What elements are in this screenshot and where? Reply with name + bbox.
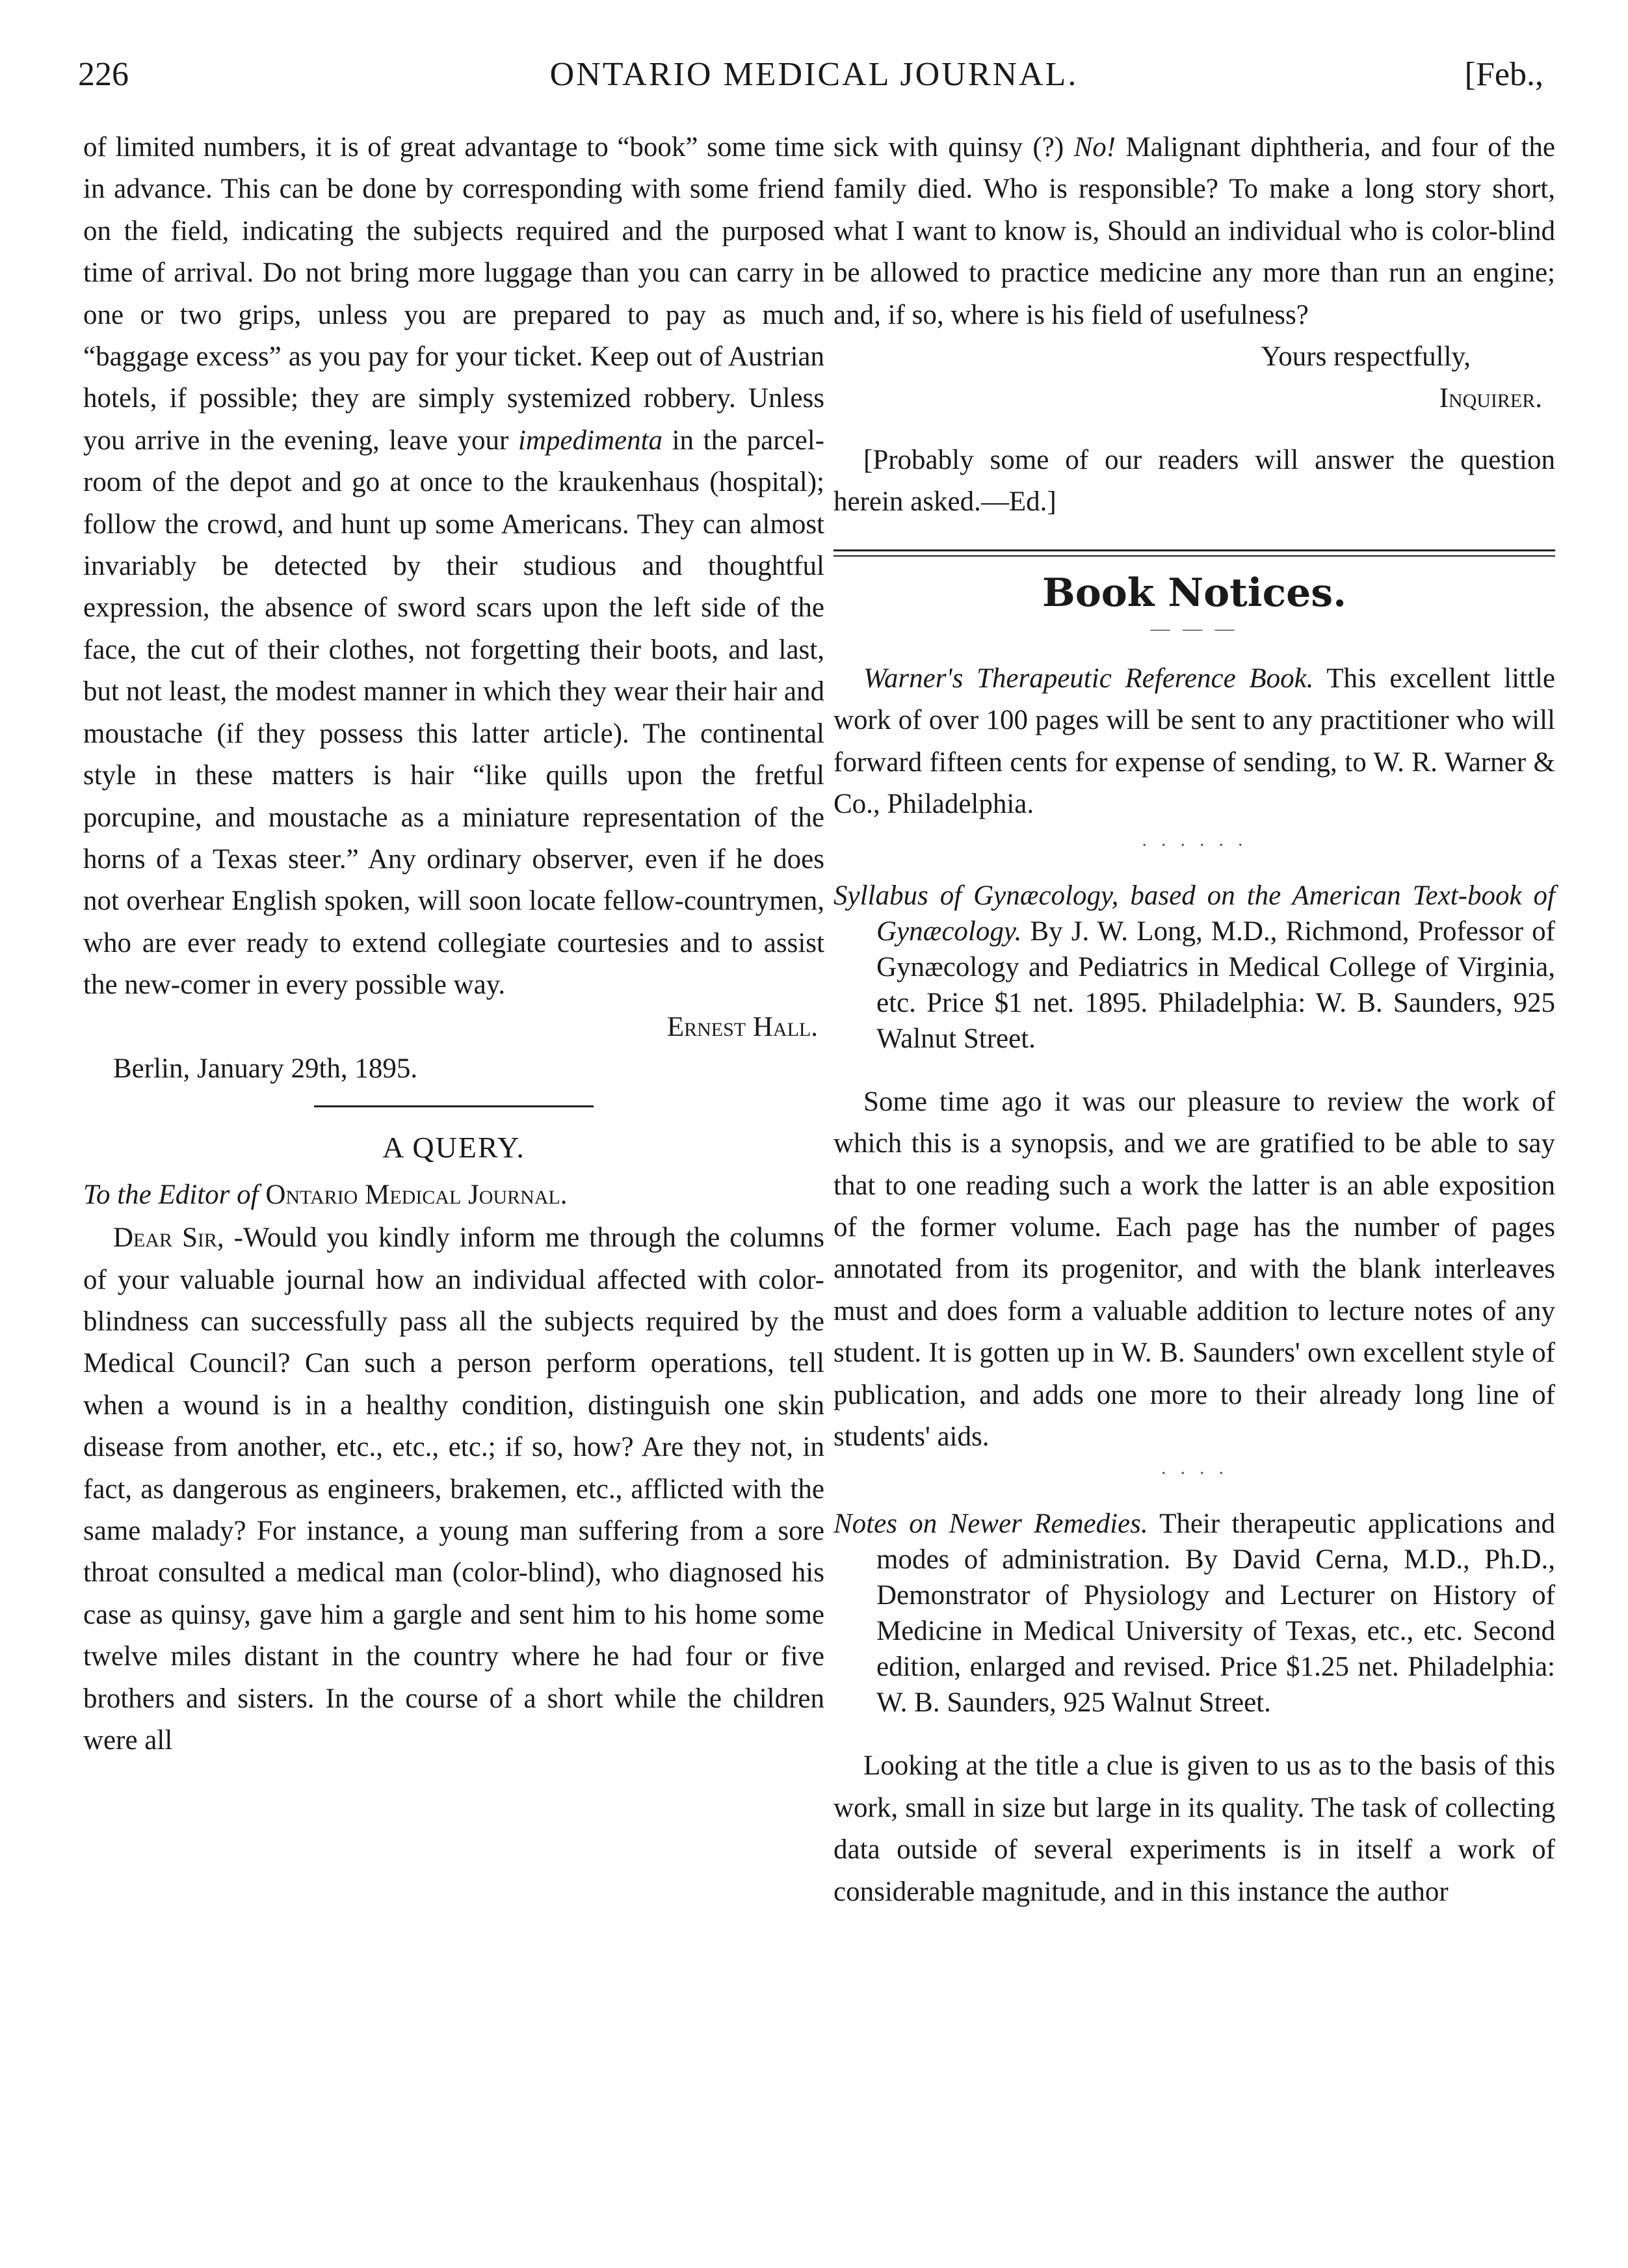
italic-term: impedimenta — [518, 425, 663, 456]
issue-month: [Feb., — [1464, 56, 1543, 93]
book-notice-1: Warner's Therapeutic Reference Book. This excellent little work of over 100 pages will be sent to any practitioner who will forward fifteen cents for expense of sending, to W. R. Warner & Co., Philadelphia. — [834, 663, 1555, 820]
article-signature: Ernest Hall. — [666, 1011, 818, 1042]
article-dateline: Berlin, January 29th, 1895. — [113, 1053, 418, 1084]
journal-title: ONTARIO MEDICAL JOURNAL. — [549, 56, 1079, 93]
letter-continuation: sick with quinsy (?) No! Malignant diphtheria, and four of the family died. Who is responsible? To make a long story short, what I want to know is, Should an individual who is color-blind be allowed to practice medicine any more than run an engine; and, if so, where is his field of usefulness? — [834, 132, 1555, 330]
letter-signature: Inquirer. — [1439, 383, 1542, 414]
letter-body: Dear Sir, -Would you kindly inform me through the columns of your valuable journal how an individual affected with color-blindness can successfully pass all the subjects required by the Medical Council? Can such a person perform operations, tell when a wound is in a healthy condition, distinguish one skin disease from another, etc., etc., etc.; if so, how? Are they not, in fact, as dangerous as engineers, brakemen, etc., afflicted with the same malady? For instance, a young man suffering from a sore throat consulted a medical man (color-blind), who diagnosed his case as quinsy, gave him a gargle and sent him to his home some twelve miles distant in the country where he had four or five brothers and sisters. In the course of a short while the children were all — [83, 1222, 824, 1756]
salutation: Dear Sir, — [113, 1222, 224, 1254]
book-notice-2: Syllabus of Gynæcology, based on the American Text-book of Gynæcology. By J. W. Long, M.D., Richmond, Professor of Gynæcology and Pediatrics in Medical College of Virginia, etc. Price $1 net. 1895. Philadelphia: W. B. Saunders, 925 Walnut Street. — [834, 880, 1555, 1054]
left-column — [83, 127, 824, 1761]
letter-closing: Yours respectfully, — [1261, 341, 1471, 373]
dot-separator-2: · · · · — [1160, 1462, 1229, 1484]
book-notices-title: Book Notices. — [1042, 570, 1346, 616]
editor-note: [Probably some of our readers will answer the question herein asked.—Ed.] — [834, 444, 1555, 518]
dash-separator: — — — — [1150, 618, 1239, 640]
article-continuation: of limited numbers, it is of great advantage to “book” some time in advance. This can be done by corresponding with some friend on the field, indicating the subjects required and the purposed time of arrival. Do not bring more luggage than you can carry in one or two grips, unless you are prepared to pay as much “baggage excess” as you pay for your ticket. Keep out of Austrian hotels, if possible; they are simply systemized robbery. Unless you arrive in the evening, leave your impedimenta in the parcel-room of the depot and go at once to the kraukenhaus (hospital); follow the crowd, and hunt up some Americans. They can almost invariably be detected by their studious and thoughtful expression, the absence of sword scars upon the left side of the face, the cut of their clothes, not forgetting their boots, and last, but not least, the modest manner in which they wear their hair and moustache (if they possess this latter article). The continental style in these matters is hair “like quills upon the fretful porcupine, and moustache as a miniature representation of the horns of a Texas steer.” Any ordinary observer, even if he does not overhear English spoken, will soon locate fellow-countrymen, who are ever ready to extend collegiate courtesies and to assist the new-comer in every possible way. — [83, 132, 824, 1001]
query-title: A QUERY. — [382, 1131, 525, 1165]
letter-address: To the Editor of Ontario Medical Journal. — [83, 1179, 568, 1210]
book-notice-3: Notes on Newer Remedies. Their therapeutic applications and modes of administration. By David Cerna, M.D., Ph.D., Demonstrator of Physiology and Lecturer on History of Medicine in Medical University of Texas, etc., etc. Second edition, enlarged and revised. Price $1.25 net. Philadelphia: W. B. Saunders, 925 Walnut Street. — [834, 1509, 1555, 1719]
section-divider — [314, 1105, 594, 1107]
dot-separator: · · · · · · — [1141, 834, 1248, 856]
page-header — [72, 46, 1556, 104]
double-divider — [834, 549, 1555, 557]
book-review-3: Looking at the title a clue is given to us as to the basis of this work, small in size but large in its quality. The task of collecting data outside of several experiments is in itself a work of considerable magnitude, and in this instance the author — [834, 1750, 1555, 1907]
right-column — [834, 127, 1555, 1913]
page-number: 226 — [78, 56, 129, 93]
book-review-2: Some time ago it was our pleasure to review the work of which this is a synopsis, and we are gratified to be able to say that to one reading such a work the latter is an able exposition of the former volume. Each page has the number of pages annotated from its progenitor, and with the blank interleaves must and does form a valuable addition to lecture notes of any student. It is gotten up in W. B. Saunders' own excellent style of publication, and adds one more to their already long line of students' aids. — [834, 1086, 1555, 1452]
